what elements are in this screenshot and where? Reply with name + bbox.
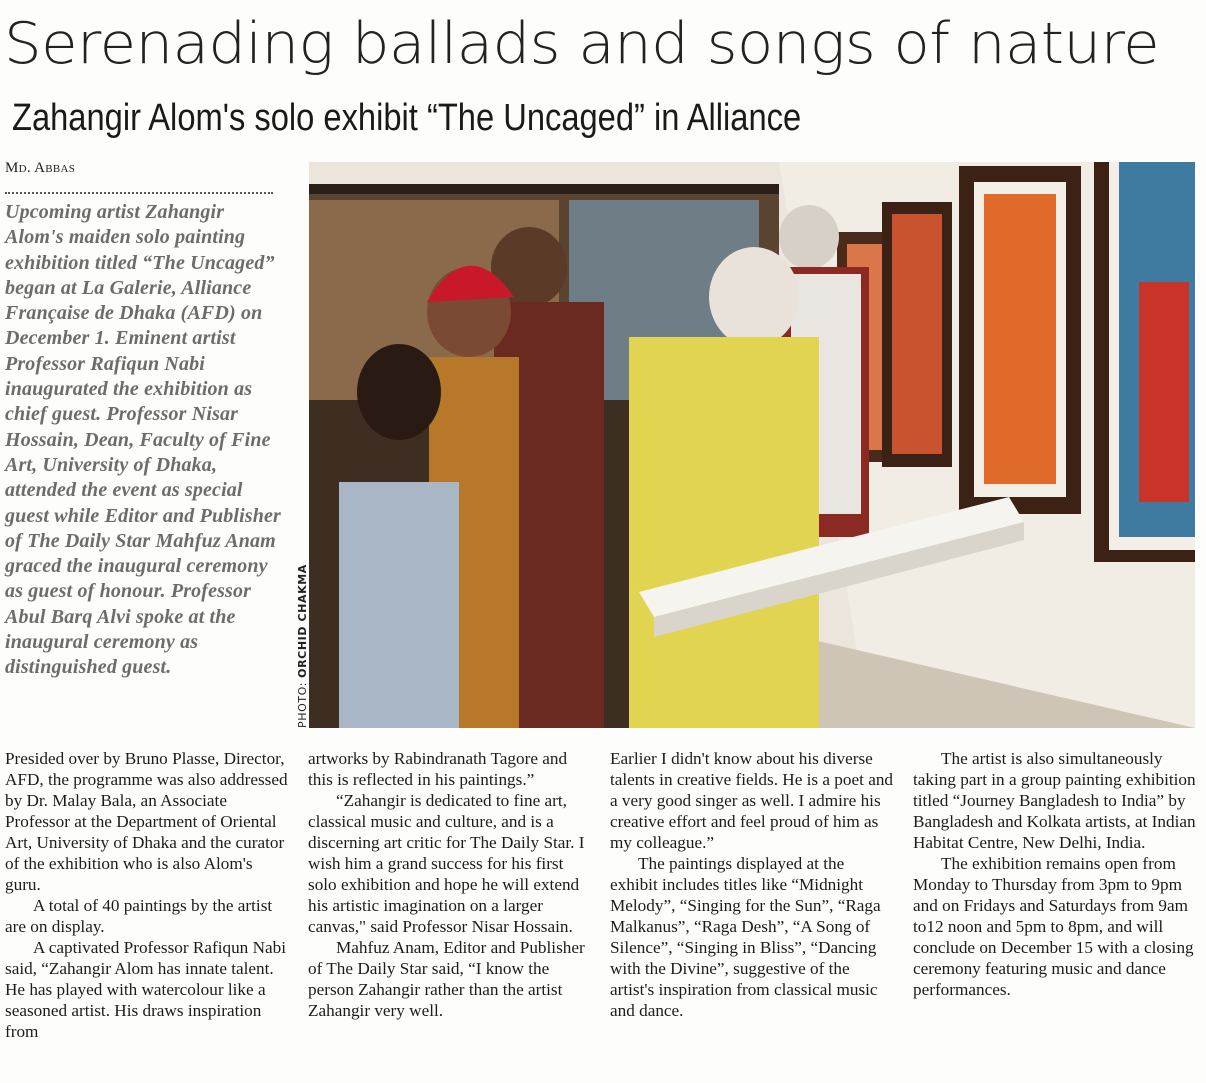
photo-credit: PHOTO: ORCHID CHAKMA <box>296 564 309 728</box>
paragraph: The paintings displayed at the exhibit includes titles like “Midnight Melody”, “Singing for the Sun”, “Raga Malkanus”, “Raga Desh”, “A Song of Silence”, “Singing in Bliss”, “Dancing with the Divine”, suggestive of the artist's inspiration from classical music and dance. <box>610 854 881 1020</box>
paragraph: Earlier I didn't know about his diverse talents in creative fields. He is a poet and a very good singer as well. I admire his creative effort and feel proud of him as my colleague.” <box>610 749 894 852</box>
body-column-3 <box>610 748 896 1021</box>
paragraph: The artist is also simultaneously taking part in a group painting exhibition titled “Journey Bangladesh to India” by Bangladesh and Kolkata artists, at Indian Habitat Centre, New Delhi, India. <box>913 749 1196 852</box>
byline: Md. Abbas <box>5 160 76 176</box>
paragraph: A total of 40 paintings by the artist are on display. <box>5 896 273 936</box>
paragraph: A captivated Professor Rafiqun Nabi said, “Zahangir Alom has innate talent. He has played with watercolour like a seasoned artist. His draws inspiration from <box>5 938 286 1041</box>
subheadline: Zahangir Alom's solo exhibit “The Uncaged” in Alliance <box>12 97 802 139</box>
paragraph: Mahfuz Anam, Editor and Publisher of The Daily Star said, “I know the person Zahangir rather than the artist Zahangir very well. <box>308 938 585 1020</box>
paragraph: “Zahangir is dedicated to fine art, classical music and culture, and is a discerning art critic for The Daily Star. I wish him a grand success for his first solo exhibition and hope he will extend his artistic imagination on a larger canvas," said Professor Nisar Hossain. <box>308 791 585 936</box>
paragraph: The exhibition remains open from Monday to Thursday from 3pm to 9pm and on Fridays and Saturdays from 9am to12 noon and 5pm to 8pm, and will conclude on December 15 with a closing ceremony featuring music and dance performances. <box>913 854 1194 999</box>
intro-paragraph: Upcoming artist Zahangir Alom's maiden solo painting exhibition titled “The Uncaged” began at La Galerie, Alliance Française de Dhaka (AFD) on December 1. Eminent artist Professor Rafiqun Nabi inaugurated the exhibition as chief guest. Professor Nisar Hossain, Dean, Faculty of Fine Art, University of Dhaka, attended the event as special guest while Editor and Publisher of The Daily Star Mahfuz Anam graced the inaugural ceremony as guest of honour. Professor Abul Barq Alvi spoke at the inaugural ceremony as distinguished guest. <box>5 201 281 679</box>
exhibition-photo <box>309 162 1195 728</box>
body-column-2 <box>308 748 594 1021</box>
paragraph: artworks by Rabindranath Tagore and this is reflected in his paintings.” <box>308 749 568 789</box>
headline: Serenading ballads and songs of nature <box>4 11 1160 77</box>
body-column-1 <box>5 748 291 1042</box>
dotted-divider <box>5 192 273 194</box>
body-column-4 <box>913 748 1199 1000</box>
paragraph: Presided over by Bruno Plasse, Director, AFD, the programme was also addressed by Dr. Malay Bala, an Associate Professor at the Department of Oriental Art, University of Dhaka and the curator of the exhibition who is also Alom's guru. <box>5 749 288 894</box>
